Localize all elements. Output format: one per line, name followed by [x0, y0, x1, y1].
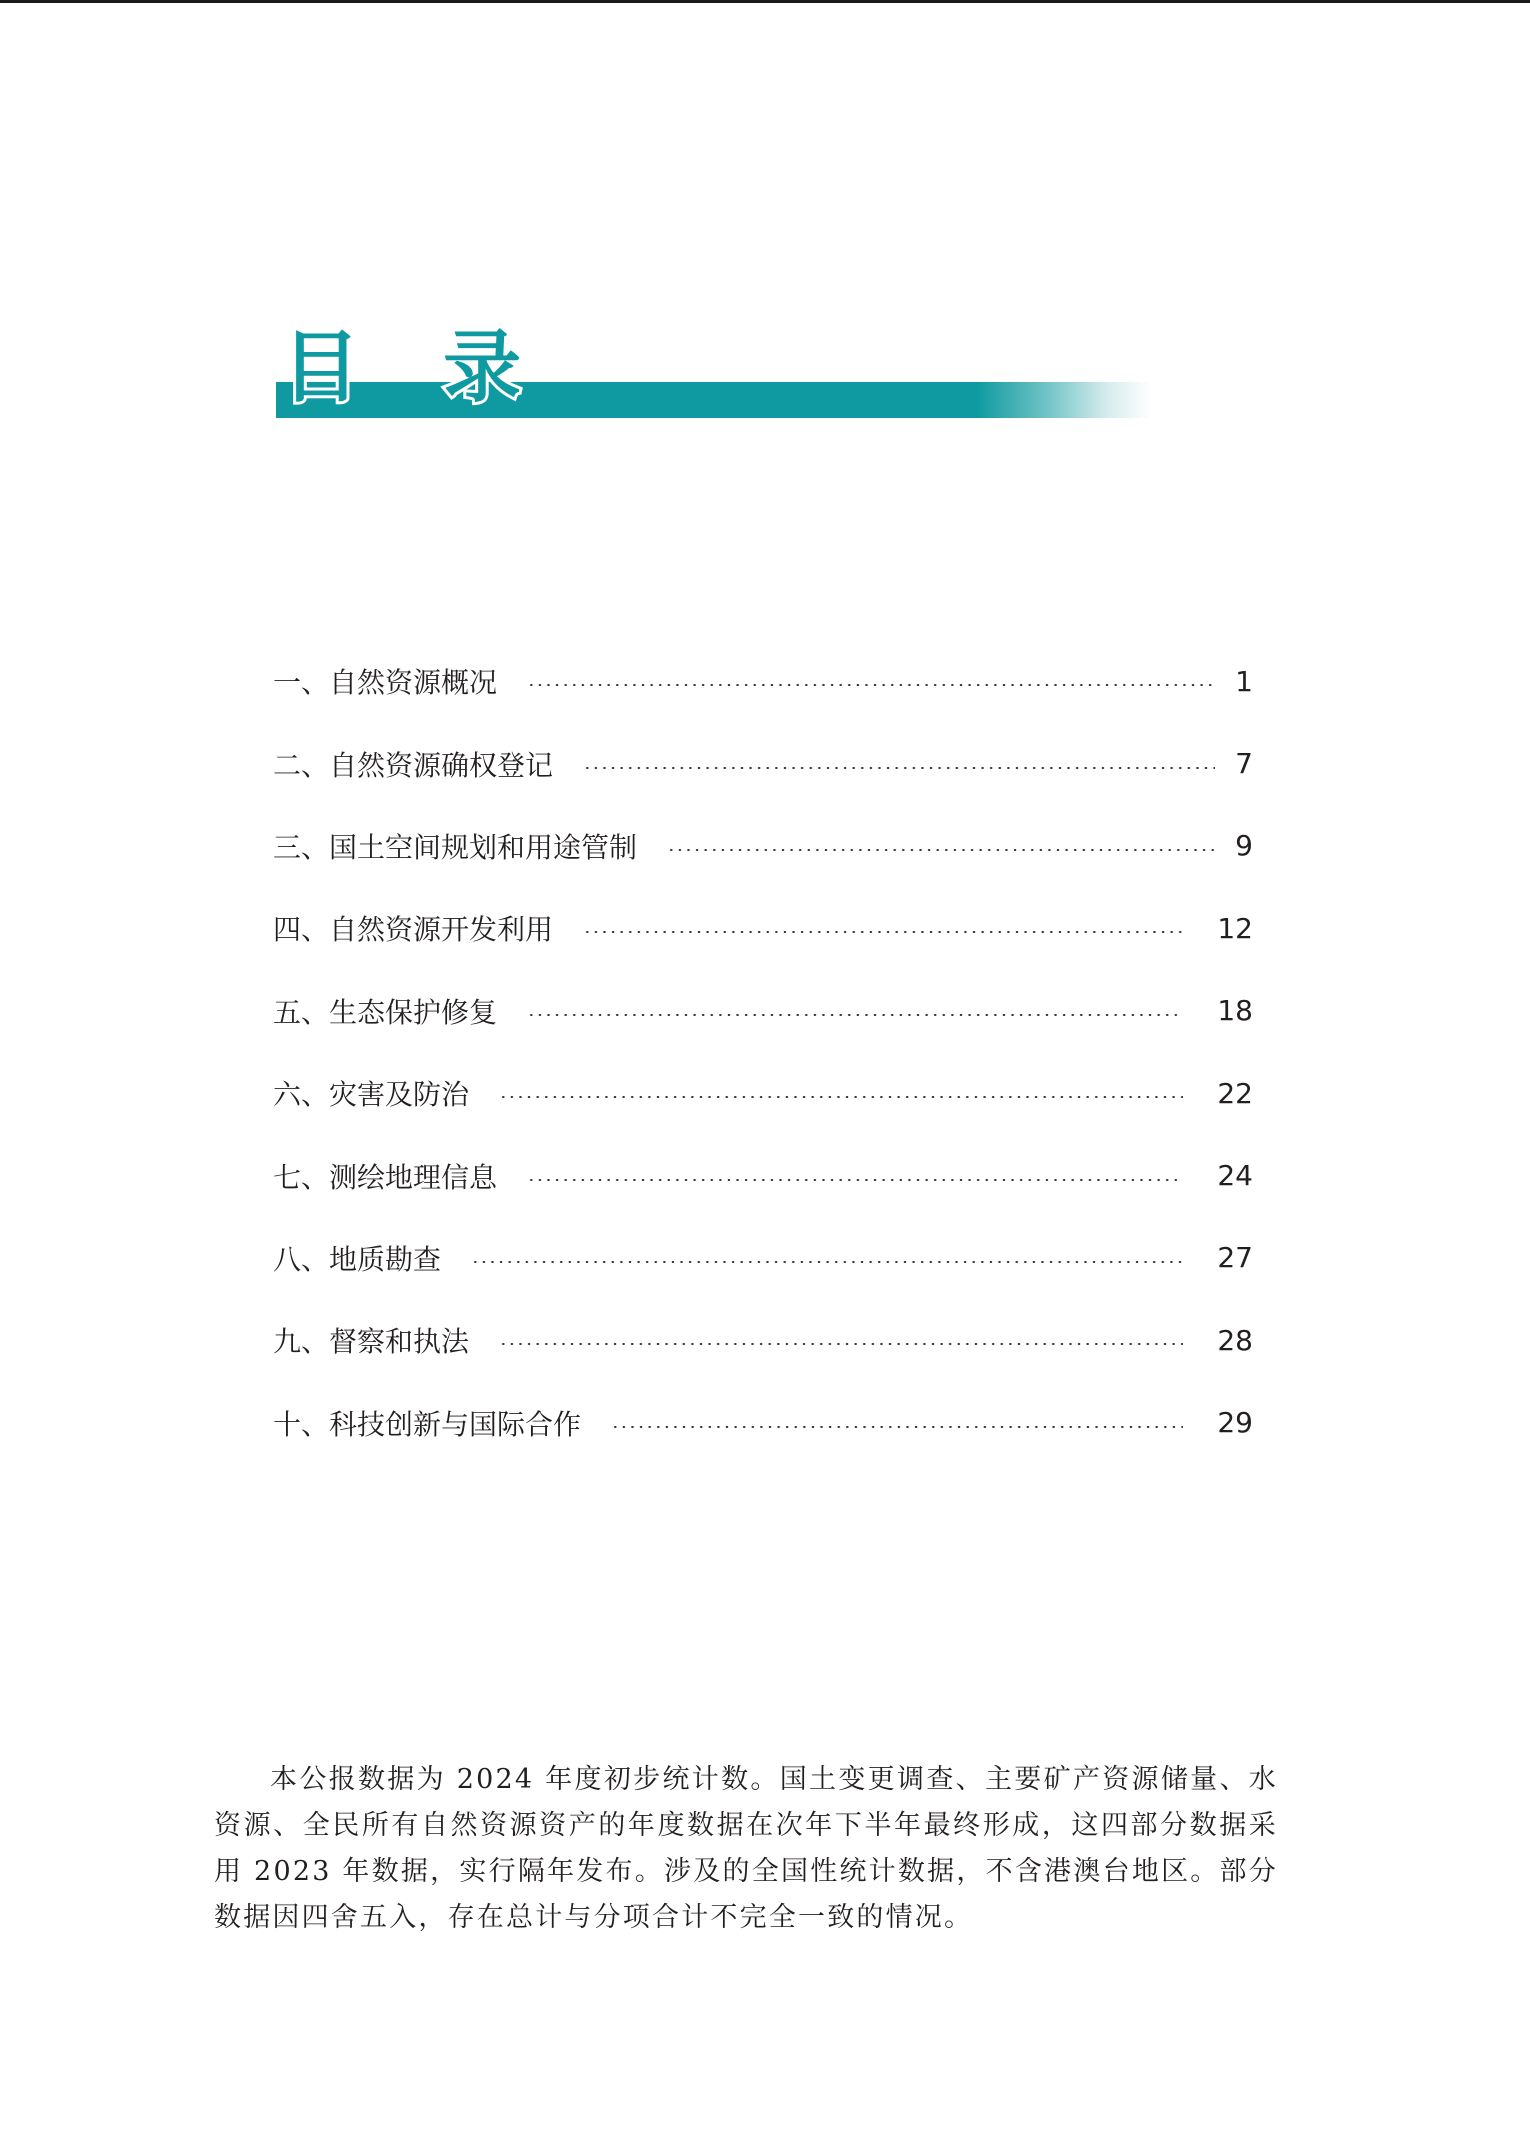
toc-leader-dots: [583, 931, 1183, 933]
toc-entry-label: 一、自然资源概况: [273, 666, 498, 700]
toc-entry-9[interactable]: [273, 1299, 1253, 1381]
toc-entry-3[interactable]: [273, 805, 1253, 887]
page-title: 目 录: [282, 323, 550, 413]
toc-leader-dots: [471, 1261, 1183, 1263]
toc-leader-dots: [527, 684, 1215, 686]
toc-entry-page: 1: [1235, 664, 1253, 698]
toc-entry-label: 五、生态保护修复: [273, 995, 498, 1029]
toc-leader-dots: [611, 1426, 1183, 1428]
toc-entry-1[interactable]: [273, 640, 1253, 722]
toc-entry-page: 28: [1217, 1323, 1253, 1357]
toc-entry-page: 18: [1217, 994, 1253, 1028]
toc-leader-dots: [499, 1343, 1183, 1345]
toc-entry-5[interactable]: [273, 970, 1253, 1052]
toc-leader-dots: [527, 1014, 1183, 1016]
toc-entry-page: 9: [1235, 829, 1253, 863]
toc-entry-label: 八、地质勘查: [273, 1242, 442, 1276]
toc-entry-4[interactable]: [273, 887, 1253, 969]
toc-entry-label: 七、测绘地理信息: [273, 1160, 498, 1194]
toc-leader-dots: [527, 1179, 1183, 1181]
toc-entry-2[interactable]: [273, 722, 1253, 804]
toc-entry-label: 九、督察和执法: [273, 1325, 470, 1359]
toc-leader-dots: [499, 1096, 1183, 1098]
toc-entry-label: 六、灾害及防治: [273, 1078, 470, 1112]
top-rule: [0, 0, 1530, 3]
toc-entry-8[interactable]: [273, 1217, 1253, 1299]
toc-entry-page: 24: [1217, 1159, 1253, 1193]
toc-entry-label: 十、科技创新与国际合作: [273, 1407, 582, 1441]
toc-entry-page: 27: [1217, 1241, 1253, 1275]
toc-entry-6[interactable]: [273, 1052, 1253, 1134]
toc-entry-label: 四、自然资源开发利用: [273, 913, 554, 947]
toc-leader-dots: [583, 767, 1215, 769]
table-of-contents: [273, 640, 1253, 1464]
toc-entry-7[interactable]: [273, 1134, 1253, 1216]
toc-entry-10[interactable]: [273, 1382, 1253, 1464]
toc-entry-page: 29: [1217, 1406, 1253, 1440]
toc-entry-label: 二、自然资源确权登记: [273, 748, 554, 782]
toc-entry-label: 三、国土空间规划和用途管制: [273, 830, 638, 864]
toc-entry-page: 7: [1235, 747, 1253, 781]
toc-entry-page: 22: [1217, 1076, 1253, 1110]
data-note-paragraph: 本公报数据为 2024 年度初步统计数。国土变更调查、主要矿产资源储量、水资源、全民所有自然资源资产的年度数据在次年下半年最终形成，这四部分数据采用 2023 年数据，实行隔年发布。涉及的全国性统计数据，不含港澳台地区。部分数据因四舍五入，存在总计与分项合计不完全一致的情况。: [214, 1764, 1278, 1933]
toc-entry-page: 12: [1217, 911, 1253, 945]
toc-leader-dots: [667, 849, 1215, 851]
